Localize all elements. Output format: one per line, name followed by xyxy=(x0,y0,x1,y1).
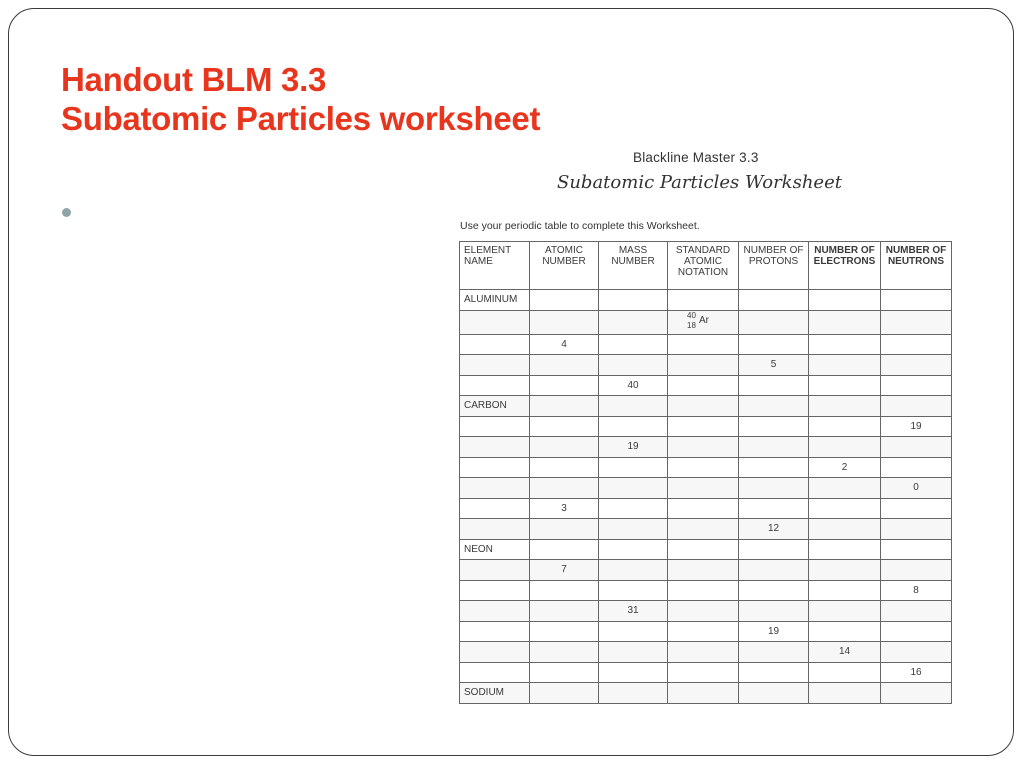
cell-number-of-protons xyxy=(739,662,809,683)
cell-atomic-number xyxy=(530,662,599,683)
cell-atomic-number xyxy=(530,355,599,376)
cell-atomic-number xyxy=(530,457,599,478)
cell-element-name xyxy=(460,580,530,601)
cell-number-of-neutrons xyxy=(881,539,952,560)
cell-number-of-electrons xyxy=(809,290,881,311)
cell-number-of-neutrons xyxy=(881,560,952,581)
cell-standard-atomic-notation xyxy=(668,539,739,560)
header-number-of-electrons: NUMBER OF ELECTRONS xyxy=(809,242,881,290)
cell-mass-number xyxy=(599,478,668,499)
table-row xyxy=(460,478,952,499)
cell-mass-number: 31 xyxy=(599,601,668,622)
cell-mass-number xyxy=(599,334,668,355)
cell-number-of-electrons xyxy=(809,498,881,519)
cell-number-of-protons: 19 xyxy=(739,621,809,642)
cell-number-of-neutrons xyxy=(881,355,952,376)
cell-number-of-protons xyxy=(739,334,809,355)
cell-number-of-electrons xyxy=(809,437,881,458)
cell-atomic-number xyxy=(530,621,599,642)
cell-number-of-protons xyxy=(739,457,809,478)
table-row xyxy=(460,375,952,396)
cell-standard-atomic-notation xyxy=(668,355,739,376)
header-standard-atomic-notation: STANDARD ATOMIC NOTATION xyxy=(668,242,739,290)
cell-element-name: ALUMINUM xyxy=(460,290,530,311)
cell-mass-number xyxy=(599,355,668,376)
cell-number-of-protons xyxy=(739,539,809,560)
cell-element-name xyxy=(460,310,530,334)
header-number-of-protons: NUMBER OF PROTONS xyxy=(739,242,809,290)
cell-mass-number xyxy=(599,580,668,601)
cell-standard-atomic-notation xyxy=(668,478,739,499)
cell-atomic-number xyxy=(530,683,599,704)
cell-number-of-protons xyxy=(739,375,809,396)
cell-standard-atomic-notation xyxy=(668,457,739,478)
worksheet-image xyxy=(456,146,956,726)
cell-standard-atomic-notation xyxy=(668,498,739,519)
header-number-of-neutrons: NUMBER OF NEUTRONS xyxy=(881,242,952,290)
cell-element-name xyxy=(460,437,530,458)
cell-number-of-electrons: 14 xyxy=(809,642,881,663)
table-row xyxy=(460,560,952,581)
table-header-row xyxy=(460,242,952,290)
cell-number-of-neutrons xyxy=(881,437,952,458)
cell-mass-number: 40 xyxy=(599,375,668,396)
table-row xyxy=(460,355,952,376)
cell-mass-number xyxy=(599,683,668,704)
cell-number-of-electrons xyxy=(809,355,881,376)
cell-mass-number xyxy=(599,519,668,540)
cell-standard-atomic-notation xyxy=(668,560,739,581)
cell-standard-atomic-notation xyxy=(668,416,739,437)
table-row xyxy=(460,334,952,355)
table-row xyxy=(460,498,952,519)
cell-atomic-number xyxy=(530,601,599,622)
cell-mass-number xyxy=(599,621,668,642)
cell-number-of-neutrons xyxy=(881,290,952,311)
cell-atomic-number: 3 xyxy=(530,498,599,519)
cell-mass-number xyxy=(599,560,668,581)
cell-number-of-protons: 12 xyxy=(739,519,809,540)
subatomic-particles-table xyxy=(459,241,952,704)
cell-standard-atomic-notation xyxy=(668,310,739,334)
table-row xyxy=(460,396,952,417)
cell-number-of-protons xyxy=(739,310,809,334)
table-row xyxy=(460,457,952,478)
cell-number-of-electrons xyxy=(809,662,881,683)
table-row xyxy=(460,519,952,540)
cell-number-of-electrons xyxy=(809,334,881,355)
table-row xyxy=(460,621,952,642)
cell-number-of-protons xyxy=(739,642,809,663)
cell-element-name xyxy=(460,519,530,540)
cell-mass-number xyxy=(599,310,668,334)
cell-element-name xyxy=(460,642,530,663)
cell-standard-atomic-notation xyxy=(668,601,739,622)
cell-number-of-electrons xyxy=(809,478,881,499)
cell-number-of-protons xyxy=(739,478,809,499)
cell-number-of-electrons xyxy=(809,396,881,417)
cell-number-of-electrons xyxy=(809,683,881,704)
cell-atomic-number xyxy=(530,416,599,437)
cell-number-of-protons xyxy=(739,601,809,622)
table-row xyxy=(460,437,952,458)
cell-number-of-neutrons xyxy=(881,334,952,355)
cell-standard-atomic-notation xyxy=(668,375,739,396)
cell-atomic-number xyxy=(530,375,599,396)
cell-number-of-electrons xyxy=(809,580,881,601)
cell-number-of-electrons xyxy=(809,621,881,642)
cell-number-of-neutrons: 8 xyxy=(881,580,952,601)
table-row xyxy=(460,290,952,311)
cell-element-name xyxy=(460,334,530,355)
table-row xyxy=(460,642,952,663)
cell-mass-number xyxy=(599,498,668,519)
cell-number-of-neutrons xyxy=(881,498,952,519)
cell-standard-atomic-notation xyxy=(668,662,739,683)
cell-atomic-number xyxy=(530,642,599,663)
cell-number-of-electrons xyxy=(809,310,881,334)
cell-atomic-number xyxy=(530,437,599,458)
cell-element-name xyxy=(460,601,530,622)
notation-element-symbol: Ar xyxy=(699,314,709,326)
cell-standard-atomic-notation xyxy=(668,290,739,311)
cell-number-of-neutrons xyxy=(881,621,952,642)
header-atomic-number: ATOMIC NUMBER xyxy=(530,242,599,290)
cell-mass-number xyxy=(599,396,668,417)
cell-element-name xyxy=(460,478,530,499)
cell-number-of-neutrons xyxy=(881,519,952,540)
notation-mass-number: 40 xyxy=(687,310,696,320)
cell-mass-number xyxy=(599,290,668,311)
cell-atomic-number xyxy=(530,396,599,417)
worksheet-instructions: Use your periodic table to complete this Worksheet. xyxy=(460,220,700,232)
cell-standard-atomic-notation xyxy=(668,621,739,642)
cell-standard-atomic-notation xyxy=(668,519,739,540)
cell-number-of-electrons: 2 xyxy=(809,457,881,478)
cell-number-of-protons xyxy=(739,498,809,519)
table-row xyxy=(460,683,952,704)
cell-atomic-number xyxy=(530,519,599,540)
cell-atomic-number xyxy=(530,580,599,601)
bullet-point xyxy=(62,208,71,217)
cell-atomic-number xyxy=(530,478,599,499)
worksheet-title: Subatomic Particles Worksheet xyxy=(557,172,842,193)
cell-number-of-protons xyxy=(739,416,809,437)
cell-number-of-protons: 5 xyxy=(739,355,809,376)
cell-number-of-neutrons xyxy=(881,375,952,396)
cell-atomic-number xyxy=(530,290,599,311)
cell-number-of-electrons xyxy=(809,560,881,581)
cell-number-of-protons xyxy=(739,560,809,581)
table-row xyxy=(460,416,952,437)
cell-number-of-protons xyxy=(739,580,809,601)
cell-number-of-neutrons xyxy=(881,642,952,663)
cell-mass-number xyxy=(599,457,668,478)
argon-atomic-notation xyxy=(683,311,723,331)
cell-element-name xyxy=(460,498,530,519)
cell-atomic-number: 7 xyxy=(530,560,599,581)
cell-number-of-protons xyxy=(739,290,809,311)
cell-number-of-protons xyxy=(739,683,809,704)
cell-mass-number xyxy=(599,662,668,683)
table-row xyxy=(460,601,952,622)
cell-standard-atomic-notation xyxy=(668,334,739,355)
cell-number-of-electrons xyxy=(809,416,881,437)
cell-number-of-electrons xyxy=(809,601,881,622)
table-row xyxy=(460,539,952,560)
cell-number-of-neutrons: 19 xyxy=(881,416,952,437)
cell-standard-atomic-notation xyxy=(668,580,739,601)
slide-title-line-1: Handout BLM 3.3 xyxy=(61,61,326,98)
cell-standard-atomic-notation xyxy=(668,642,739,663)
cell-number-of-electrons xyxy=(809,539,881,560)
cell-number-of-neutrons xyxy=(881,310,952,334)
header-element-name: ELEMENT NAME xyxy=(460,242,530,290)
cell-element-name: SODIUM xyxy=(460,683,530,704)
cell-element-name xyxy=(460,662,530,683)
cell-standard-atomic-notation xyxy=(668,396,739,417)
cell-element-name xyxy=(460,621,530,642)
cell-atomic-number xyxy=(530,310,599,334)
cell-atomic-number: 4 xyxy=(530,334,599,355)
cell-number-of-protons xyxy=(739,437,809,458)
cell-number-of-protons xyxy=(739,396,809,417)
cell-element-name xyxy=(460,375,530,396)
cell-atomic-number xyxy=(530,539,599,560)
cell-mass-number xyxy=(599,539,668,560)
table-row xyxy=(460,310,952,334)
cell-number-of-neutrons xyxy=(881,683,952,704)
cell-element-name xyxy=(460,416,530,437)
cell-mass-number xyxy=(599,642,668,663)
header-mass-number: MASS NUMBER xyxy=(599,242,668,290)
blackline-master-label: Blackline Master 3.3 xyxy=(633,150,759,165)
cell-number-of-neutrons xyxy=(881,396,952,417)
cell-element-name: CARBON xyxy=(460,396,530,417)
cell-element-name: NEON xyxy=(460,539,530,560)
cell-number-of-electrons xyxy=(809,519,881,540)
cell-standard-atomic-notation xyxy=(668,683,739,704)
cell-number-of-neutrons: 16 xyxy=(881,662,952,683)
notation-atomic-number: 18 xyxy=(687,320,696,330)
cell-number-of-neutrons xyxy=(881,457,952,478)
cell-number-of-electrons xyxy=(809,375,881,396)
cell-element-name xyxy=(460,560,530,581)
slide-title-line-2: Subatomic Particles worksheet xyxy=(61,100,541,137)
table-row xyxy=(460,580,952,601)
slide-title xyxy=(61,60,540,138)
cell-mass-number: 19 xyxy=(599,437,668,458)
table-row xyxy=(460,662,952,683)
cell-number-of-neutrons: 0 xyxy=(881,478,952,499)
cell-standard-atomic-notation xyxy=(668,437,739,458)
cell-element-name xyxy=(460,457,530,478)
cell-element-name xyxy=(460,355,530,376)
cell-mass-number xyxy=(599,416,668,437)
cell-number-of-neutrons xyxy=(881,601,952,622)
table-body xyxy=(460,290,952,704)
